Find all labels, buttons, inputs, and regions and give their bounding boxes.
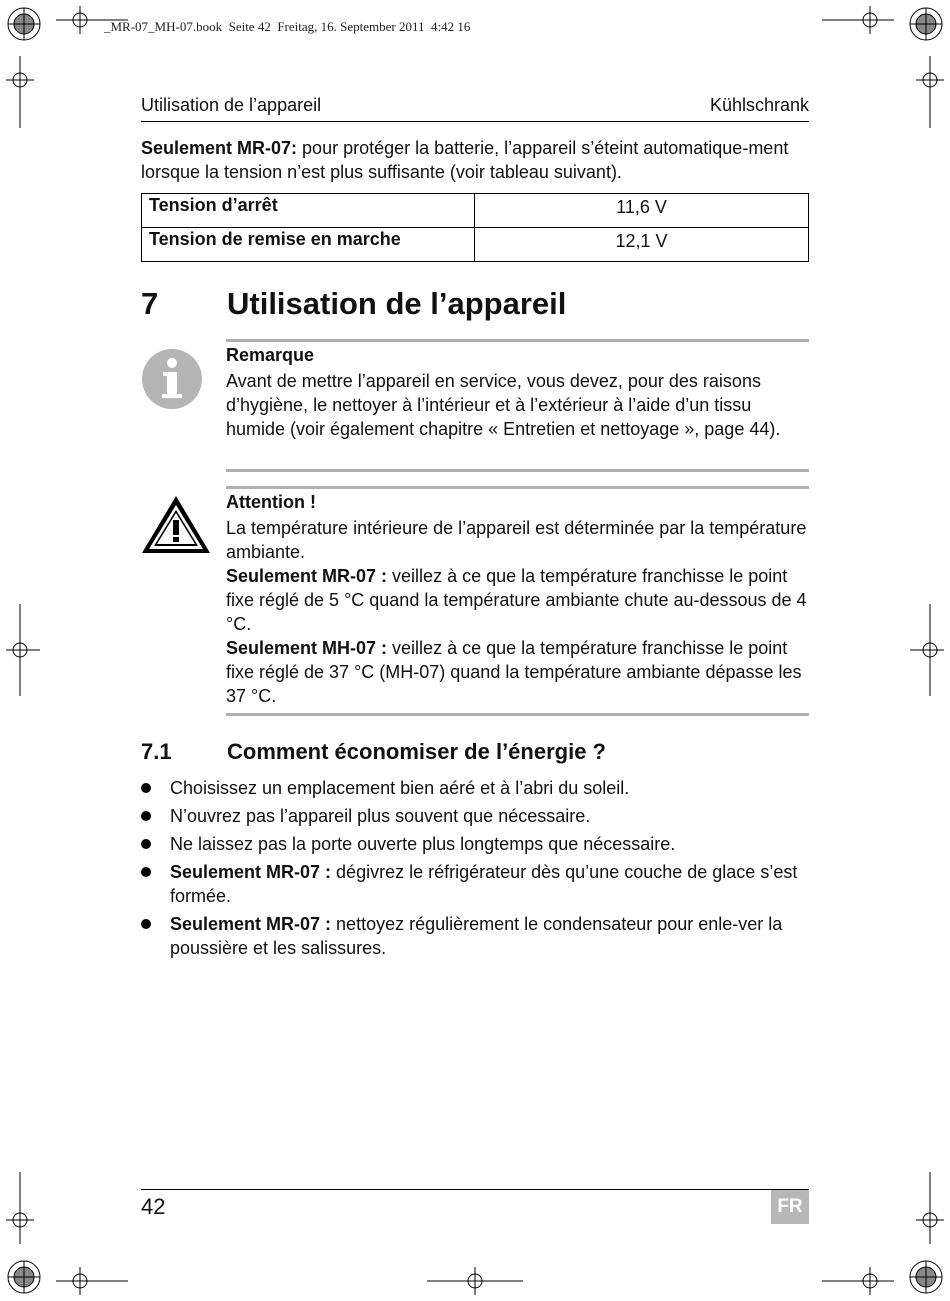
footer-divider bbox=[141, 1189, 809, 1190]
table-cell-value: 12,1 V bbox=[475, 228, 809, 262]
list-item bbox=[141, 832, 809, 856]
bullet-icon bbox=[141, 811, 151, 821]
voltage-table bbox=[141, 193, 809, 262]
list-item bbox=[141, 776, 809, 800]
warning-mh07-bold: Seulement MH-07 : bbox=[226, 638, 388, 658]
intro-bold: Seulement MR-07: bbox=[141, 138, 298, 158]
table-cell-label: Tension d’arrêt bbox=[142, 194, 475, 228]
warning-heading: Attention ! bbox=[226, 492, 316, 512]
bullet-icon bbox=[141, 783, 151, 793]
note-bottom-rule bbox=[226, 469, 809, 472]
header-divider bbox=[141, 121, 809, 122]
warning-mr07 bbox=[226, 564, 811, 636]
warning-top-rule bbox=[226, 486, 809, 489]
note-top-rule bbox=[226, 339, 809, 342]
warning-intro: La température intérieure de l’appareil est déterminée par la température ambiante. bbox=[226, 518, 807, 562]
intro-text: pour protéger la batterie, l’appareil s’éteint automatique-ment lorsque la tension n’est plus suffisante (voir tableau suivant). bbox=[141, 138, 789, 182]
bullet-icon bbox=[141, 919, 151, 929]
list-item-text: N’ouvrez pas l’appareil plus souvent que nécessaire. bbox=[170, 806, 591, 826]
table-row bbox=[142, 228, 809, 262]
language-badge: FR bbox=[771, 1190, 809, 1224]
info-icon bbox=[141, 348, 203, 410]
list-item bbox=[141, 804, 809, 828]
list-item-bold: Seulement MR-07 : bbox=[170, 914, 332, 934]
table-cell-label: Tension de remise en marche bbox=[142, 228, 475, 262]
note-heading: Remarque bbox=[226, 345, 315, 365]
page-number: 42 bbox=[141, 1194, 166, 1219]
energy-tips-list bbox=[141, 776, 809, 964]
chapter-title: Utilisation de l’appareil bbox=[227, 286, 567, 321]
warning-mr07-text: veillez à ce que la température franchisse le point fixe réglé de 5 °C quand la température ambiante chute au-dessous de 4 °C. bbox=[226, 566, 807, 634]
warning-mh07 bbox=[226, 636, 811, 708]
table-row bbox=[142, 194, 809, 228]
section-number: 7.1 bbox=[141, 739, 172, 764]
list-item-text: Choisissez un emplacement bien aéré et à l’abri du soleil. bbox=[170, 778, 630, 798]
running-header-left: Utilisation de l’appareil bbox=[141, 95, 322, 115]
note-body: Avant de mettre l’appareil en service, vous devez, pour des raisons d’hygiène, le nettoyer à l’intérieur et à l’extérieur à l’aide d’un tissu humide (voir également chapitre « Entretien et nettoyage », page 44). bbox=[226, 371, 781, 439]
list-item-text: nettoyez régulièrement le condensateur pour enle-ver la poussière et les salissures. bbox=[170, 914, 783, 958]
warning-body bbox=[226, 516, 811, 708]
running-header-right: Kühlschrank bbox=[709, 95, 809, 115]
table-cell-value: 11,6 V bbox=[475, 194, 809, 228]
list-item-bold: Seulement MR-07 : bbox=[170, 862, 332, 882]
list-item-text: dégivrez le réfrigérateur dès qu’une couche de glace s’est formée. bbox=[170, 862, 798, 906]
warning-mh07-text: veillez à ce que la température franchisse le point fixe réglé de 37 °C (MH-07) quand la température ambiante dépasse les 37 °C. bbox=[226, 638, 802, 706]
warning-mr07-bold: Seulement MR-07 : bbox=[226, 566, 388, 586]
list-item-text: Ne laissez pas la porte ouverte plus longtemps que nécessaire. bbox=[170, 834, 676, 854]
book-meta-line: _MR-07_MH-07.book Seite 42 Freitag, 16. September 2011 4:42 16 bbox=[104, 19, 471, 34]
chapter-number: 7 bbox=[141, 286, 159, 321]
bullet-icon bbox=[141, 867, 151, 877]
list-item bbox=[141, 860, 809, 908]
bullet-icon bbox=[141, 839, 151, 849]
section-title: Comment économiser de l’énergie ? bbox=[227, 739, 606, 764]
intro-paragraph bbox=[141, 136, 809, 184]
list-item bbox=[141, 912, 809, 960]
warning-triangle-icon bbox=[140, 494, 212, 556]
warning-bottom-rule bbox=[226, 713, 809, 716]
